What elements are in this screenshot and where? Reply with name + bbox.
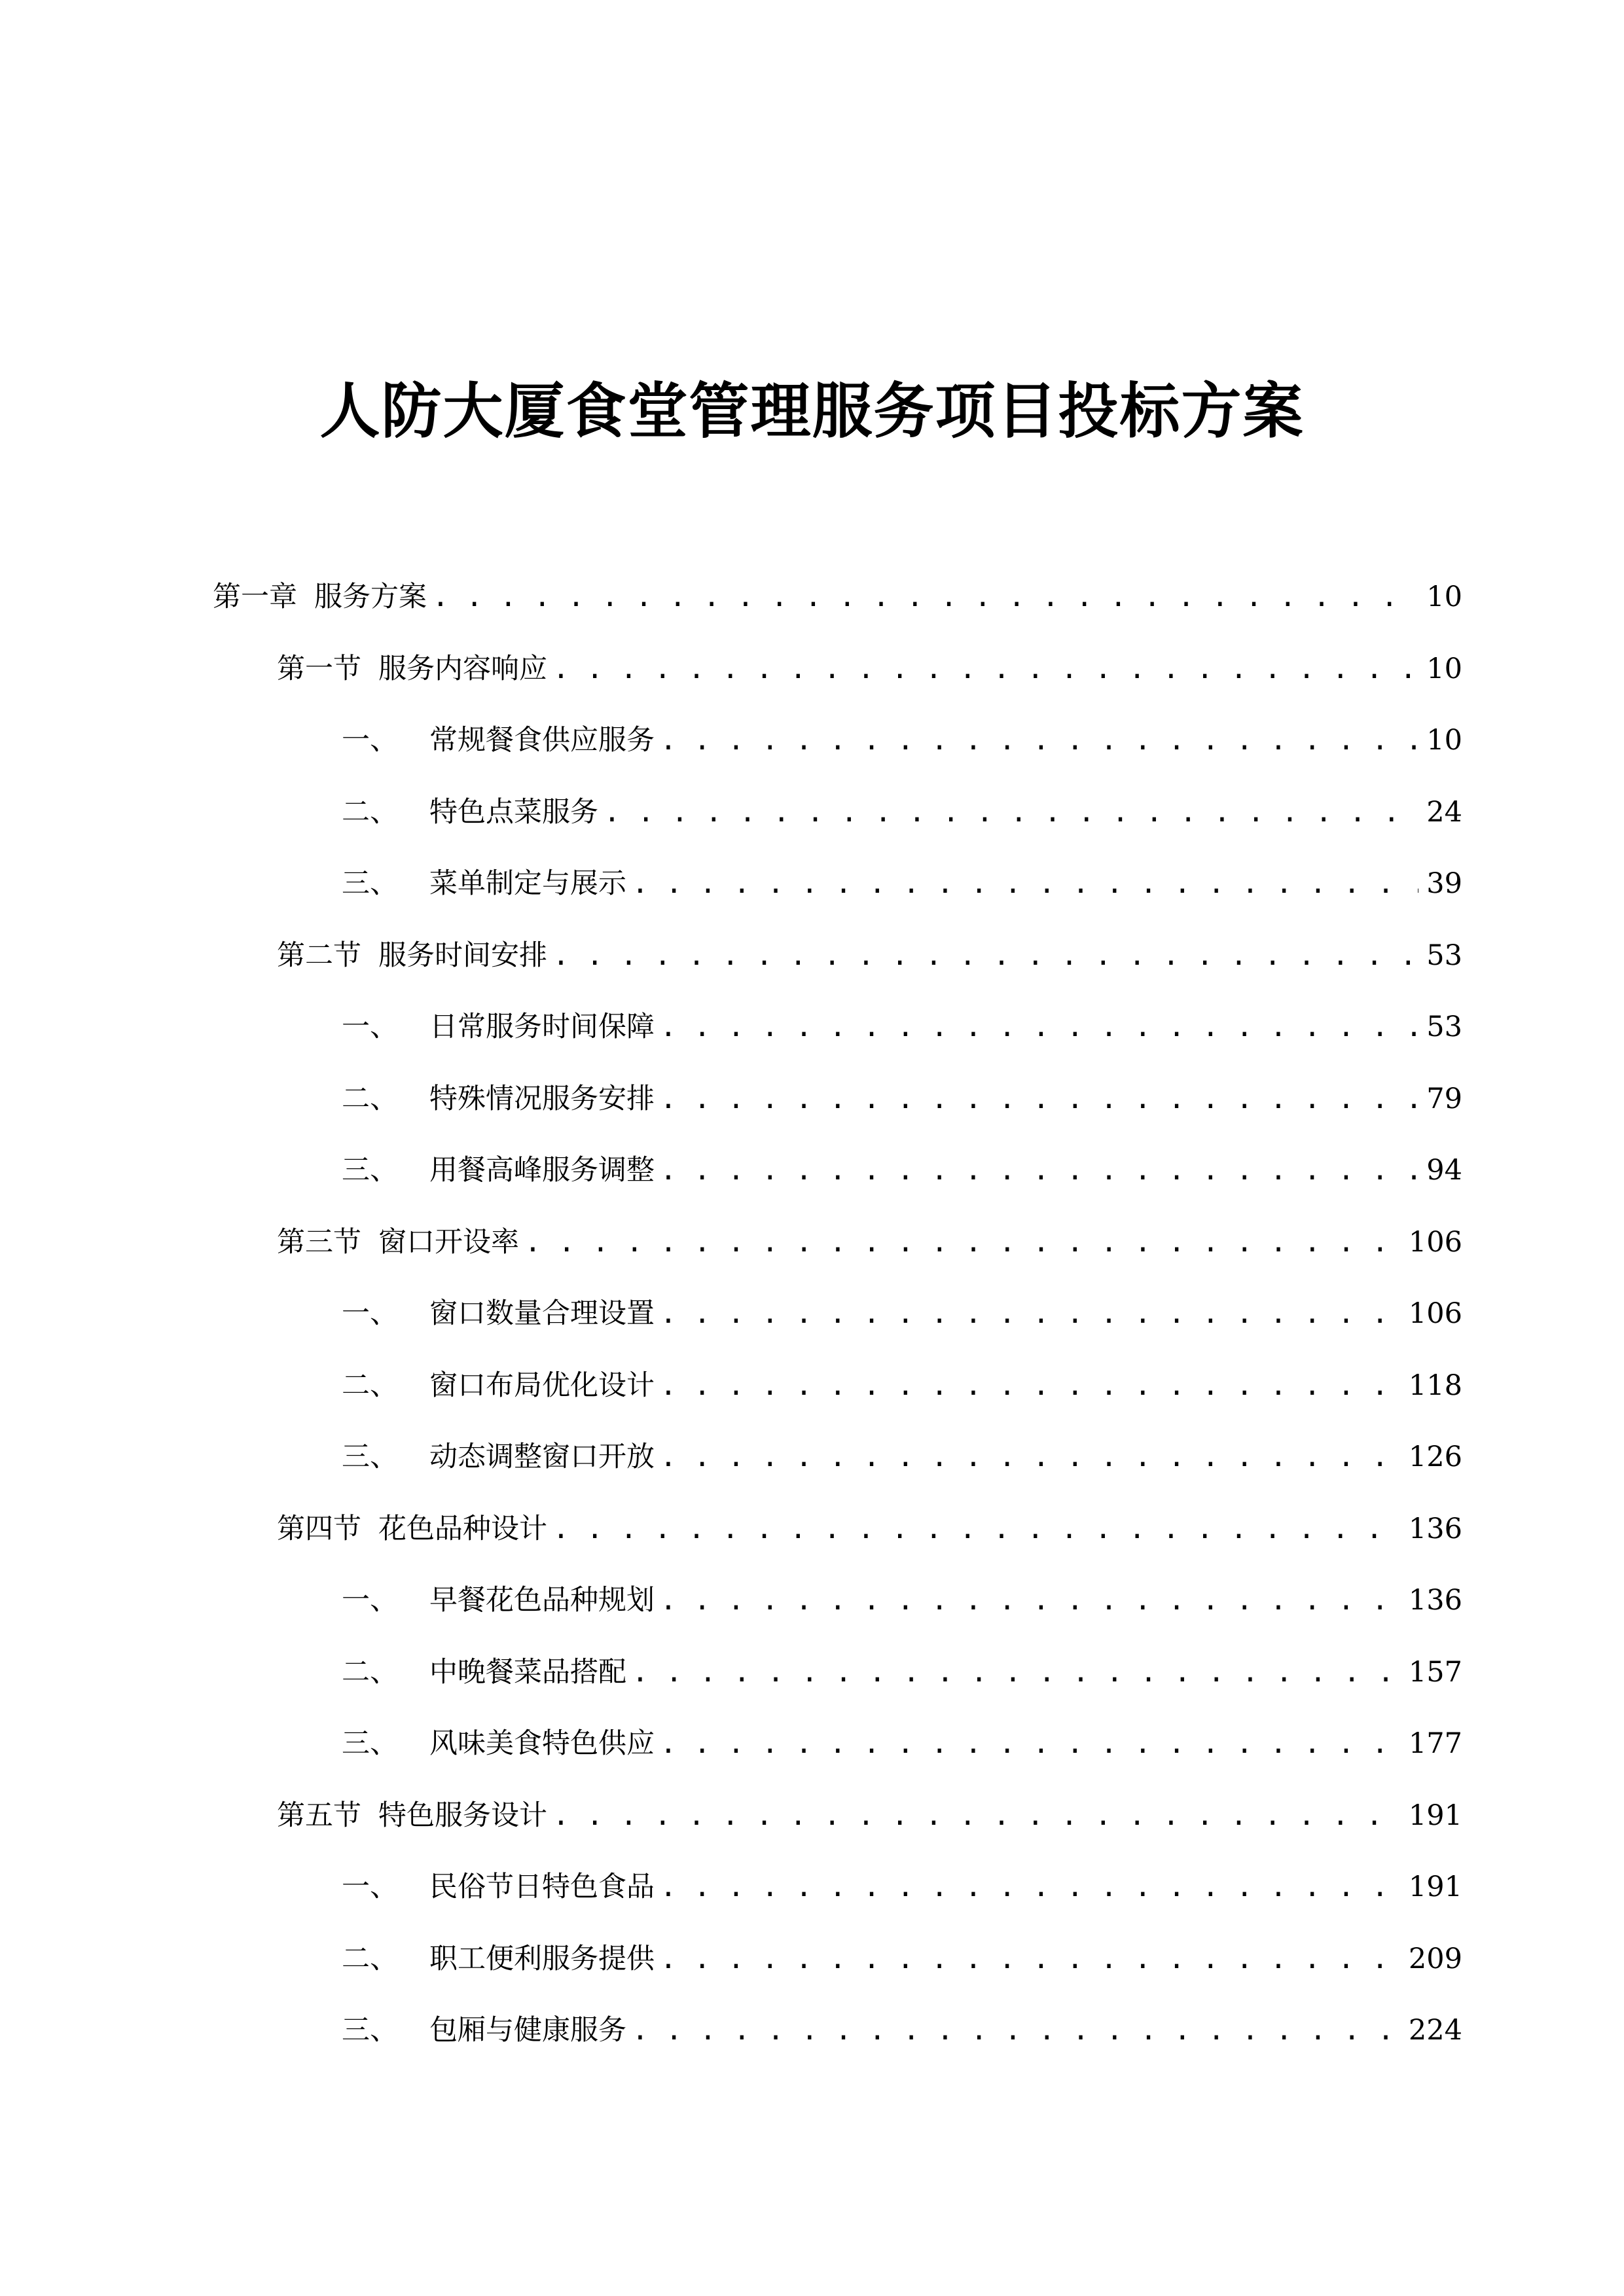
toc-dot-leader xyxy=(660,714,1418,766)
toc-entry[interactable] xyxy=(277,1789,1462,1842)
toc-entry-title: 菜单制定与展示 xyxy=(429,867,626,900)
toc-entry[interactable] xyxy=(342,1646,1462,1698)
toc-entry[interactable] xyxy=(277,643,1462,695)
toc-dot-leader xyxy=(552,1789,1401,1842)
toc-entry[interactable] xyxy=(342,1287,1462,1340)
toc-entry-page-number: 191 xyxy=(1408,1799,1462,1832)
toc-entry[interactable] xyxy=(342,786,1462,838)
toc-entry-page-number: 209 xyxy=(1408,1942,1462,1975)
document-title: 人防大厦食堂管理服务项目投标方案 xyxy=(319,376,1305,446)
toc-entry-number: 二、 xyxy=(342,1655,398,1689)
toc-entry[interactable] xyxy=(342,1933,1462,1985)
toc-entry-page-number: 53 xyxy=(1426,939,1462,972)
toc-dot-leader xyxy=(552,929,1418,982)
toc-entry[interactable] xyxy=(342,2004,1462,2056)
toc-entry-number: 三、 xyxy=(342,1441,398,1473)
toc-dot-leader xyxy=(632,1646,1401,1698)
toc-entry[interactable] xyxy=(213,571,1462,623)
toc-entry-page-number: 106 xyxy=(1408,1297,1462,1330)
toc-entry-page-number: 39 xyxy=(1426,867,1462,900)
toc-entry-number: 一、 xyxy=(342,1584,398,1617)
toc-dot-leader xyxy=(552,643,1418,695)
toc-entry-title: 职工便利服务提供 xyxy=(429,1942,655,1975)
toc-entry-page-number: 118 xyxy=(1408,1369,1462,1402)
toc-entry-title: 花色品种设计 xyxy=(378,1512,547,1545)
toc-entry[interactable] xyxy=(342,1861,1462,1913)
toc-entry-title: 服务内容响应 xyxy=(378,652,547,685)
toc-entry-number: 一、 xyxy=(342,724,398,757)
toc-entry-title: 特色点菜服务 xyxy=(429,795,598,829)
toc-entry-title: 服务时间安排 xyxy=(378,939,547,972)
toc-dot-leader xyxy=(660,1287,1401,1340)
toc-entry-title: 日常服务时间保障 xyxy=(429,1011,655,1043)
toc-dot-leader xyxy=(660,1073,1418,1125)
toc-dot-leader xyxy=(524,1216,1401,1268)
toc-entry-title: 包厢与健康服务 xyxy=(429,2014,626,2047)
toc-entry-number: 第二节 xyxy=(277,939,361,972)
toc-entry-number: 三、 xyxy=(342,2014,398,2047)
toc-dot-leader xyxy=(432,571,1418,623)
toc-entry-page-number: 136 xyxy=(1408,1584,1462,1617)
toc-entry-number: 第五节 xyxy=(277,1799,361,1832)
toc-entry[interactable] xyxy=(342,1717,1462,1770)
toc-entry-page-number: 79 xyxy=(1426,1082,1462,1115)
toc-entry-number: 三、 xyxy=(342,1727,398,1760)
toc-dot-leader xyxy=(660,1717,1401,1770)
toc-entry-page-number: 24 xyxy=(1426,795,1462,829)
toc-entry[interactable] xyxy=(342,1144,1462,1196)
toc-entry[interactable] xyxy=(342,1001,1462,1053)
toc-entry[interactable] xyxy=(342,857,1462,910)
toc-entry[interactable] xyxy=(277,929,1462,982)
toc-entry-number: 一、 xyxy=(342,1011,398,1043)
toc-entry[interactable] xyxy=(342,1574,1462,1626)
toc-entry-title: 风味美食特色供应 xyxy=(429,1727,655,1760)
toc-entry-title: 窗口布局优化设计 xyxy=(429,1369,655,1402)
toc-dot-leader xyxy=(632,2004,1401,2056)
toc-entry-title: 服务方案 xyxy=(314,581,427,613)
toc-entry[interactable] xyxy=(342,1073,1462,1125)
toc-dot-leader xyxy=(660,1431,1401,1483)
toc-entry[interactable] xyxy=(342,1431,1462,1483)
toc-entry-number: 第三节 xyxy=(277,1225,361,1259)
toc-entry[interactable] xyxy=(342,1359,1462,1412)
toc-entry-number: 二、 xyxy=(342,1942,398,1975)
toc-entry-page-number: 224 xyxy=(1408,2014,1462,2047)
toc-entry-page-number: 191 xyxy=(1408,1871,1462,1903)
toc-entry-title: 特殊情况服务安排 xyxy=(429,1082,655,1115)
toc-entry[interactable] xyxy=(277,1503,1462,1555)
toc-entry-number: 第一章 xyxy=(213,581,297,613)
toc-entry-title: 用餐高峰服务调整 xyxy=(429,1154,655,1187)
toc-entry-title: 动态调整窗口开放 xyxy=(429,1441,655,1473)
toc-dot-leader xyxy=(632,857,1418,910)
toc-entry-page-number: 136 xyxy=(1408,1512,1462,1545)
toc-entry-number: 一、 xyxy=(342,1297,398,1330)
toc-entry-title: 早餐花色品种规划 xyxy=(429,1584,655,1617)
toc-entry-title: 特色服务设计 xyxy=(378,1799,547,1832)
toc-dot-leader xyxy=(660,1359,1401,1412)
toc-entry-page-number: 157 xyxy=(1408,1655,1462,1689)
toc-entry-page-number: 94 xyxy=(1426,1154,1462,1187)
toc-entry-number: 二、 xyxy=(342,1369,398,1402)
toc-dot-leader xyxy=(660,1144,1418,1196)
toc-entry-number: 二、 xyxy=(342,1082,398,1115)
toc-entry-page-number: 10 xyxy=(1426,724,1462,757)
toc-dot-leader xyxy=(552,1503,1401,1555)
toc-entry-page-number: 177 xyxy=(1408,1727,1462,1760)
toc-entry-number: 第四节 xyxy=(277,1512,361,1545)
toc-dot-leader xyxy=(660,1861,1401,1913)
toc-dot-leader xyxy=(660,1001,1418,1053)
toc-entry-number: 一、 xyxy=(342,1871,398,1903)
toc-entry-title: 窗口数量合理设置 xyxy=(429,1297,655,1330)
toc-entry-title: 中晚餐菜品搭配 xyxy=(429,1655,626,1689)
toc-entry-number: 第一节 xyxy=(277,652,361,685)
toc-entry[interactable] xyxy=(342,714,1462,766)
toc-entry[interactable] xyxy=(277,1216,1462,1268)
toc-dot-leader xyxy=(660,1574,1401,1626)
toc-entry-page-number: 10 xyxy=(1426,652,1462,685)
toc-entry-page-number: 10 xyxy=(1426,581,1462,613)
toc-entry-page-number: 126 xyxy=(1408,1441,1462,1473)
toc-entry-title: 常规餐食供应服务 xyxy=(429,724,655,757)
toc-entry-number: 三、 xyxy=(342,867,398,900)
toc-dot-leader xyxy=(604,786,1418,838)
toc-entry-number: 三、 xyxy=(342,1154,398,1187)
toc-entry-page-number: 53 xyxy=(1426,1011,1462,1043)
toc-entry-page-number: 106 xyxy=(1408,1225,1462,1259)
toc-entry-title: 民俗节日特色食品 xyxy=(429,1871,655,1903)
toc-entry-number: 二、 xyxy=(342,795,398,829)
toc-dot-leader xyxy=(660,1933,1401,1985)
toc-entry-title: 窗口开设率 xyxy=(378,1225,519,1259)
